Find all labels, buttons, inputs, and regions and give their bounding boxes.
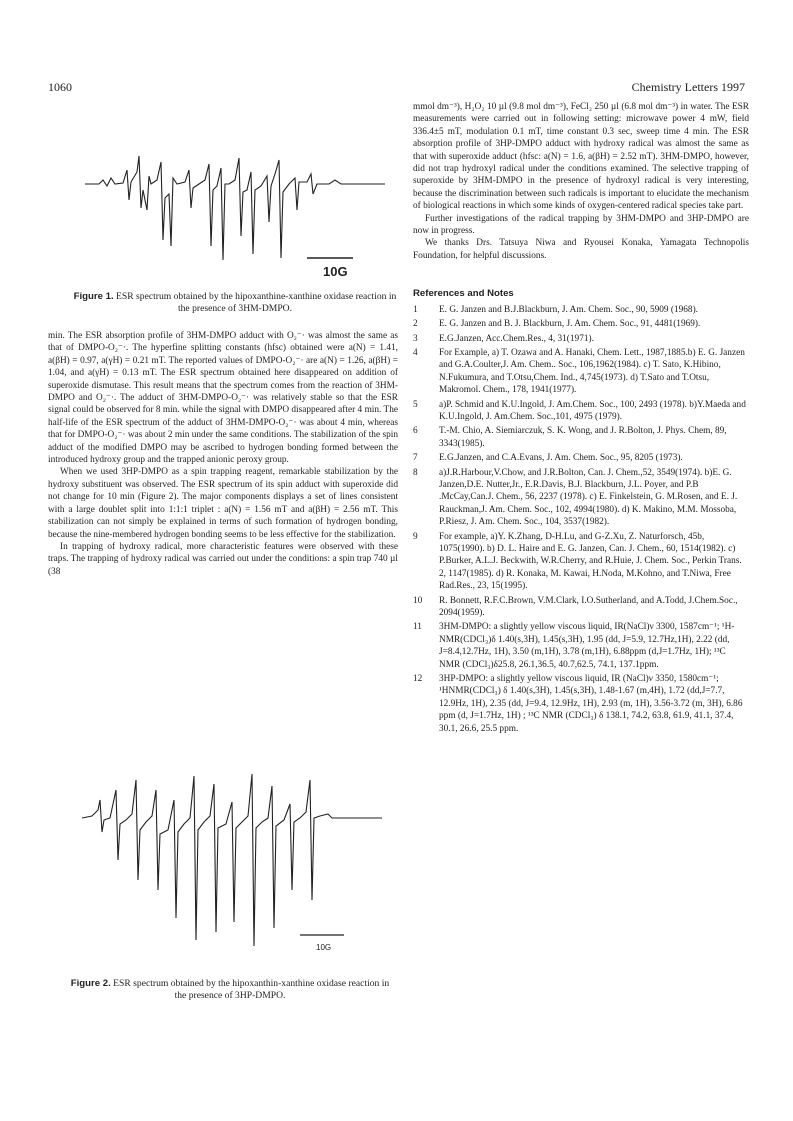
reference-number: 3: [413, 333, 418, 344]
reference-item: [413, 304, 749, 316]
figure-1-caption: [70, 291, 400, 315]
figure-2-caption-text: ESR spectrum obtained by the hipoxanthin-xanthine oxidase reaction in the presence of 3HP-DMPO.: [113, 978, 390, 1001]
reference-item: [413, 452, 749, 464]
reference-number: 12: [413, 674, 423, 685]
reference-text: E.G.Janzen, Acc.Chem.Res., 4, 31(1971).: [439, 333, 594, 344]
reference-text: E. G. Janzen and B.J.Blackburn, J. Am. Chem. Soc., 90, 5909 (1968).: [439, 304, 698, 315]
reference-text: 3HP-DMPO: a slightly yellow viscous liquid, IR (NaCl)ν 3350, 1580cm⁻¹; ¹HNMR(CDCl₃) δ 1.40(s,3H), 1.45(s,3H), 1.48-1.67 (m,4H), 1.72 (dd,J=7.7, 12.9Hz, 1H), 2.35 (dd, J=9.4, 12.9Hz, 1H), 2.93 (m, 1H), 3.56-3.72 (m, 3H), 6.86 ppm (d, J=1.7Hz, 1H) ; ¹³C NMR (CDCl₃) δ 138.1, 74.2, 63.8, 61.9, 41.1, 37.4, 30.1, 26.6, 25.5 ppm.: [439, 674, 743, 734]
reference-text: E. G. Janzen and B. J. Blackburn, J. Am. Chem. Soc., 91, 4481(1969).: [439, 319, 701, 330]
right-paragraph-3: We thanks Drs. Tatsuya Niwa and Ryousei Konaka, Yamagata Technopolis Foundation, for helpful discussions.: [413, 238, 749, 261]
reference-text: For Example, a) T. Ozawa and A. Hanaki, Chem. Lett., 1987,1885.b) E. G. Janzen and G.A.Coulter,J. Am. Chem.. Soc., 106,1962(1984). c) T. Sato, K.Hibino, N.Fukumura, and T.Otsu,Chem. Ind., 4,745(1973). d) T.Sato and T.Otsu, Makromol. Chem., 178, 1941(1977).: [439, 347, 745, 396]
reference-text: a)J.R.Harbour,V.Chow, and J.R.Bolton, Can. J. Chem.,52, 3549(1974). b)E. G. Janzen,D.E. Nutter,Jr., E.R.Davis, B.J. Blackburn, J.L. Poyer, and P.B .McCay,Can.J. Chem., 56, 2237 (1978). c) E. Finkelstein, G. M.Rosen, and E. J. Rauckman,J. Am. Chem. Soc., 102, 4994(1980). d) K. Makino, M.M. Mossoba, P.Riesz, J. Am. Chem. Soc., 104, 3537(1982).: [439, 467, 738, 528]
right-paragraph-2: Further investigations of the radical trapping by 3HM-DMPO and 3HP-DMPO are now in progress.: [413, 213, 749, 237]
reference-item: [413, 399, 749, 424]
left-paragraph-3: In trapping of hydroxy radical, more characteristic features were observed with these traps. The trapping of hydroxy radical was carried out under the conditions: a spin trap 740 µl (38: [48, 541, 398, 577]
left-paragraph-1: min. The ESR absorption profile of 3HM-DMPO adduct with O₂⁻· was almost the same as that of DMPO-O₂⁻·. The hyperfine splitting constants (hfsc) obtained were a(N) = 1.41, a(βH) = 0.97, a(γH) = 0.21 mT. The reported values of DMPO-O₂⁻· are a(N) = 1.26, a(βH) = 1.04, and a(γH) = 0.13 mT. The ESR spectrum obtained here disappeared on addition of superoxide dismutase. This result means that the spectrum comes from the reaction of 3HM-DMPO and O₂⁻·. The adduct of 3HM-DMPO-O₂⁻· was relatively stable so that the ESR signal could be observed for 8 min. while the signal with DMPO disappeared after 4 min. The half-life of the ESR spectrum of the adduct of 3HM-DMPO-O₂⁻· was about 4 min, whereas that for DMPO-O₂⁻· was about 2 min under the same conditions. The stabilization of the spin adduct of the modified DMPO may be ascribed to hydrogen bonding formed between the introduced hydroxy group and the trapped anionic peroxy group.: [48, 331, 398, 466]
left-column: [48, 330, 398, 578]
reference-number: 8: [413, 467, 418, 478]
reference-text: R. Bonnett, R.F.C.Brown, V.M.Clark, I.O.Sutherland, and A.Todd, J.Chem.Soc., 2094(1959).: [439, 595, 738, 619]
reference-text: For example, a)Y. K.Zhang, D-H.Lu, and G-Z.Xu, Z. Naturforsch, 45b, 1075(1990). b) D. L. Haire and E. G. Janzen, Can. J. Chem., 60, 1514(1982). c) P.Burker, A.L.J. Beckwith, W.R.Cherry, and R.Huie, J. Chem. Soc., Perkin Trans. 2, 1147(1985). d) R. Konaka, M. Kawai, H.Noda, M.Kohno, and T.Niwa, Free Rad.Res., 23, 15(1995).: [439, 531, 742, 592]
reference-number: 10: [413, 595, 423, 606]
reference-number: 4: [413, 347, 418, 358]
page-number: 1060: [48, 80, 72, 94]
reference-item: [413, 425, 749, 450]
reference-item: [413, 318, 749, 330]
reference-item: [413, 595, 749, 620]
reference-item: [413, 333, 749, 345]
reference-text: a)P. Schmid and K.U.Ingold, J. Am.Chem. Soc., 100, 2493 (1978). b)Y.Maeda and K.U.Ingold, J. Am.Chem. Soc.,101, 4975 (1979).: [439, 399, 746, 422]
reference-number: 5: [413, 399, 418, 410]
journal-title: Chemistry Letters 1997: [631, 80, 745, 94]
reference-text: 3HM-DMPO: a slightly yellow viscous liquid, IR(NaCl)ν 3300, 1587cm⁻¹; ¹H-NMR(CDCl₃)δ 1.40(s,3H), 1.45(s,3H), 1.95 (dd, J=5.9, 12.7Hz,1H), 2.22 (dd, J=8.4,12.7Hz, 1H), 3.50 (m,1H), 3.78 (m,1H), 6.88ppm (d,J=1.7Hz, 1H); ¹³C NMR (CDCl₃)δ25.8, 26.1,36.5, 40.7,62.5, 74.1, 137.1ppm.: [439, 622, 735, 670]
figure-2-label: Figure 2.: [70, 978, 111, 989]
references-heading: References and Notes: [413, 288, 514, 300]
right-column: [413, 101, 749, 737]
reference-number: 2: [413, 319, 418, 330]
reference-item: [413, 531, 749, 593]
reference-number: 6: [413, 426, 418, 437]
esr-trace-2: [82, 774, 382, 946]
figure-2-caption: [70, 978, 390, 1002]
reference-number: 11: [413, 622, 422, 633]
references-list: [413, 304, 749, 735]
reference-number: 1: [413, 304, 418, 315]
reference-text: T.-M. Chio, A. Siemiarczuk, S. K. Wong, and J. R.Bolton, J. Phys. Chem, 89, 3343(1985).: [439, 426, 727, 449]
reference-number: 7: [413, 453, 418, 464]
left-paragraph-2: When we used 3HP-DMPO as a spin trapping reagent, remarkable stabilization by the hydroxy substituent was observed. The ESR spectrum of its spin adduct with superoxide did not change for 10 min (Figure 2). The major components displays a set of lines consistent with a large doublet split into 1:1:1 triplet : a(N) = 1.56 mT and a(βH) = 2.56 mT. This stabilization can not simply be explained in terms of such formation of hydrogen bonding, because the nine-membered hydrogen bonding seems to be less effective for the stabilization.: [48, 467, 398, 540]
figure-1-caption-text: ESR spectrum obtained by the hipoxanthine-xanthine oxidase reaction in the presence of 3HM-DMPO.: [116, 291, 397, 314]
figure-1-spectrum: [85, 150, 385, 285]
scale-label-2: 10G: [316, 943, 332, 952]
reference-item: [413, 621, 749, 671]
right-paragraph-1: mmol dm⁻³), H₂O₂ 10 µl (9.8 mol dm⁻³), FeCl₂ 250 µl (6.8 mol dm⁻³) in water. The ESR measurements were carried out in following setting: microwave power 4 mW, field 336.4±5 mT, modulation 0.1 mT, time constant 0.3 sec, sweep time 4 min. The ESR absorption profile of 3HP-DMPO adduct with hydroxy radical was almost the same as that with superoxide adduct (hfsc: a(N) = 1.6, a(βH) = 2.52 mT). 3HM-DMPO, however, did not trap hydroxyl radical under the conditions examined. The selective trapping of superoxide by 3HM-DMPO in the presence of hydroxyl radical is very interesting, because the discrimination between such radicals is important to elucidate the mechanism of biological reactions in which some kinds of oxygen-centered radical species take part.: [413, 102, 749, 212]
reference-item: [413, 467, 749, 529]
reference-item: [413, 347, 749, 397]
reference-text: E.G.Janzen, and C.A.Evans, J. Am. Chem. Soc., 95, 8205 (1973).: [439, 453, 683, 464]
figure-2-spectrum: [82, 750, 382, 965]
esr-trace-1: [85, 156, 385, 260]
reference-item: [413, 673, 749, 735]
scale-label-1: 10G: [323, 264, 348, 279]
reference-number: 9: [413, 531, 418, 542]
figure-1-label: Figure 1.: [73, 291, 114, 302]
